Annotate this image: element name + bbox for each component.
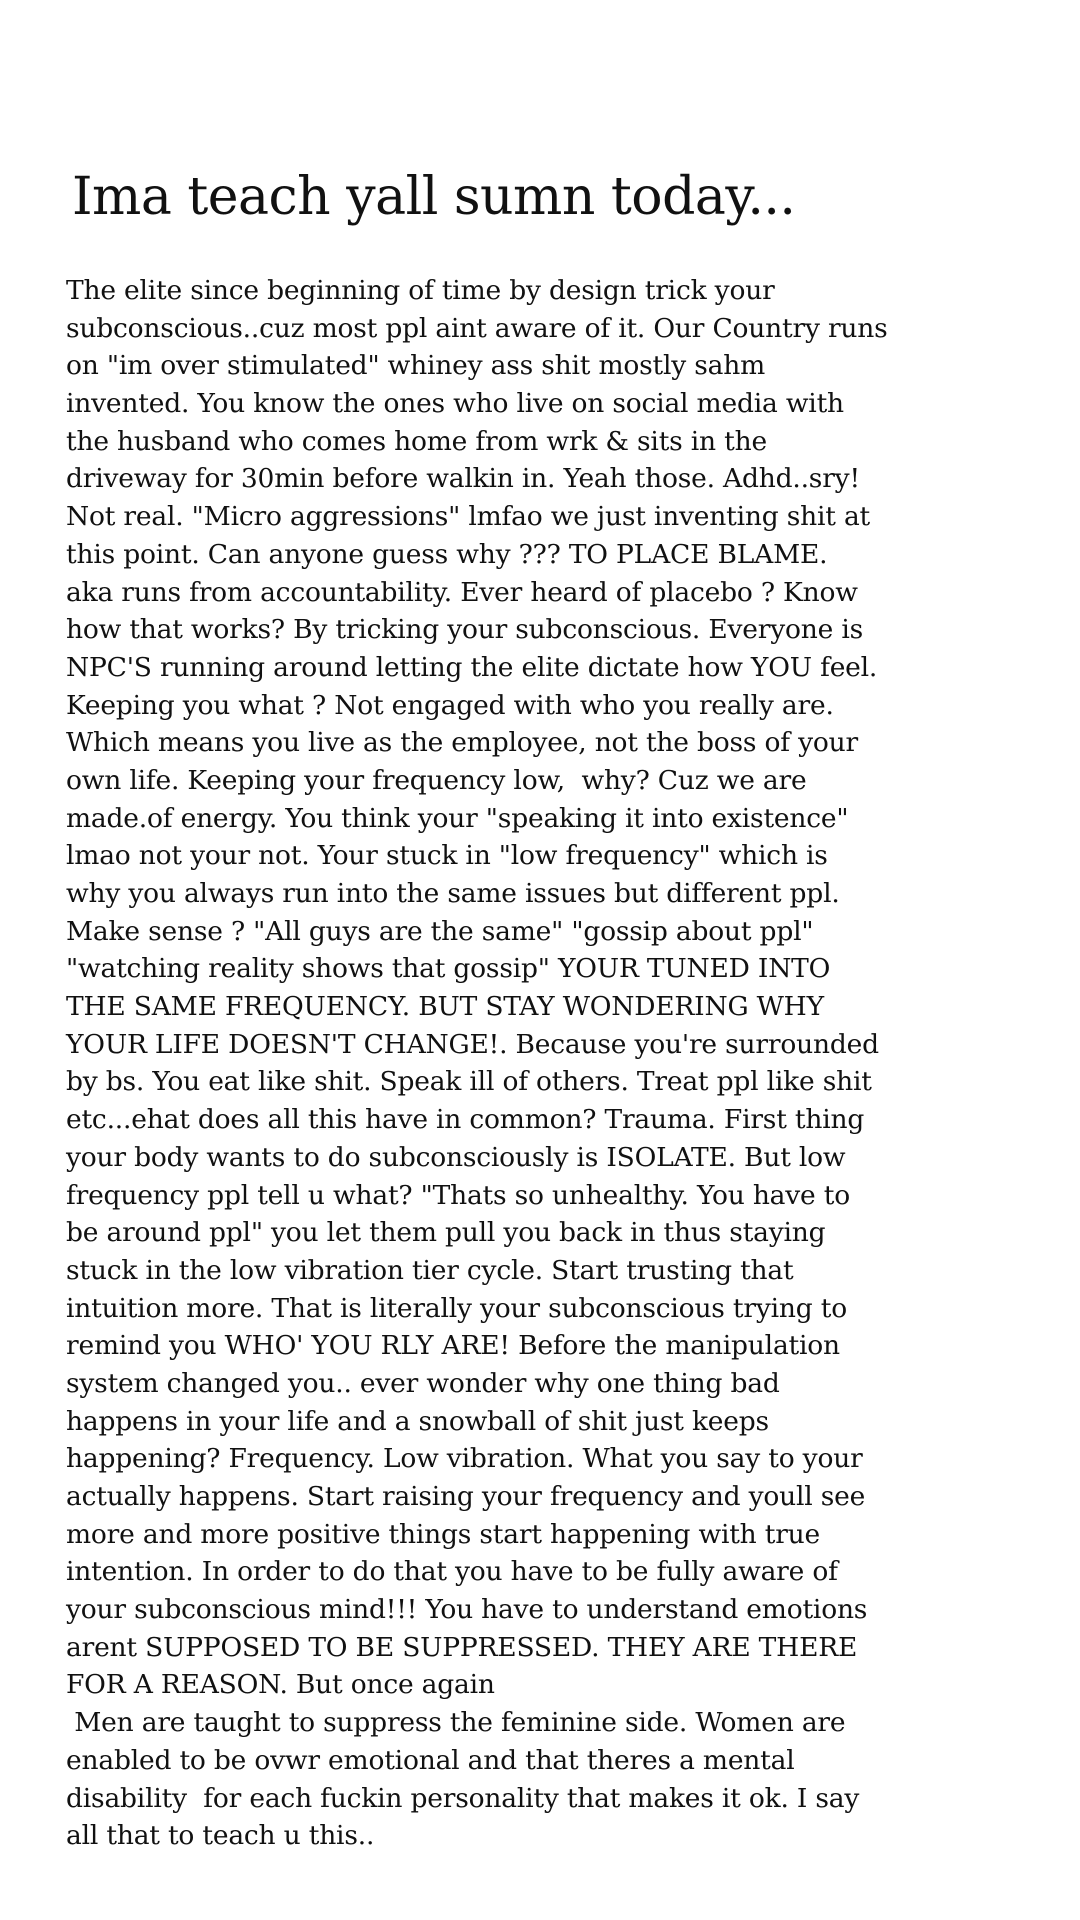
body-line: intention. In order to do that you have to be fully aware of: [66, 1556, 838, 1588]
body-line: actually happens. Start raising your frequency and youll see: [66, 1481, 866, 1512]
body-line: driveway for 30min before walkin in. Yeah those. Adhd..sry!: [66, 463, 860, 495]
body-line: on "im over stimulated" whiney ass shit mostly sahm: [66, 350, 766, 382]
body-line: invented. You know the ones who live on social media with: [66, 388, 844, 420]
body-line: THE SAME FREQUENCY. BUT STAY WONDERING WHY: [66, 991, 824, 1023]
body-line: NPC'S running around letting the elite dictate how YOU feel.: [66, 651, 878, 683]
page-title: Ima teach yall sumn today...: [72, 167, 796, 227]
body-line: FOR A REASON. But once again: [66, 1669, 495, 1701]
body-line: how that works? By tricking your subconscious. Everyone is: [66, 614, 863, 646]
body-text: [66, 272, 1026, 1855]
body-line: aka runs from accountability. Ever heard of placebo ? Know: [66, 576, 858, 608]
body-line: "watching reality shows that gossip" YOUR TUNED INTO: [66, 953, 831, 985]
body-line: by bs. You eat like shit. Speak ill of others. Treat ppl like shit: [66, 1066, 872, 1098]
body-line: intuition more. That is literally your subconscious trying to: [66, 1292, 847, 1324]
body-line: remind you WHO' YOU RLY ARE! Before the manipulation: [66, 1330, 840, 1362]
body-line: disability for each fuckin personality that makes it ok. I say: [66, 1782, 860, 1814]
body-line: be around ppl" you let them pull you back in thus staying: [66, 1217, 826, 1249]
body-line: enabled to be ovwr emotional and that theres a mental: [66, 1744, 795, 1776]
body-line: subconscious..cuz most ppl aint aware of it. Our Country runs: [66, 312, 888, 344]
body-line: The elite since beginning of time by design trick your: [66, 275, 775, 306]
body-line: YOUR LIFE DOESN'T CHANGE!. Because you're surrounded: [66, 1028, 879, 1060]
body-line: etc...ehat does all this have in common? Trauma. First thing: [66, 1104, 865, 1136]
body-line: your body wants to do subconsciously is ISOLATE. But low: [66, 1141, 846, 1173]
body-line: why you always run into the same issues but different ppl.: [66, 878, 840, 909]
body-line: arent SUPPOSED TO BE SUPPRESSED. THEY ARE THERE: [66, 1631, 858, 1663]
body-line: the husband who comes home from wrk & sits in the: [66, 425, 767, 457]
body-line: lmao not your not. Your stuck in "low frequency" which is: [66, 840, 828, 872]
body-line: system changed you.. ever wonder why one thing bad: [66, 1367, 780, 1399]
body-line: Keeping you what ? Not engaged with who you really are.: [66, 689, 834, 721]
body-line: this point. Can anyone guess why ??? TO PLACE BLAME.: [66, 538, 828, 570]
body-line: frequency ppl tell u what? "Thats so unhealthy. You have to: [66, 1179, 850, 1211]
body-line: Make sense ? "All guys are the same" "gossip about ppl": [66, 915, 814, 947]
body-line: more and more positive things start happening with true: [66, 1518, 821, 1550]
body-line: happening? Frequency. Low vibration. What you say to your: [66, 1443, 863, 1475]
body-line: happens in your life and a snowball of shit just keeps: [66, 1405, 769, 1437]
body-line: Which means you live as the employee, not the boss of your: [66, 727, 858, 759]
body-line: Men are taught to suppress the feminine side. Women are: [66, 1707, 846, 1739]
body-line: stuck in the low vibration tier cycle. Start trusting that: [66, 1254, 794, 1286]
body-line: own life. Keeping your frequency low, why? Cuz we are: [66, 764, 807, 796]
body-line: all that to teach u this..: [66, 1820, 375, 1852]
body-line: made.of energy. You think your "speaking it into existence": [66, 802, 849, 834]
body-line: your subconscious mind!!! You have to understand emotions: [66, 1594, 868, 1626]
body-line: Not real. "Micro aggressions" lmfao we just inventing shit at: [66, 501, 870, 533]
